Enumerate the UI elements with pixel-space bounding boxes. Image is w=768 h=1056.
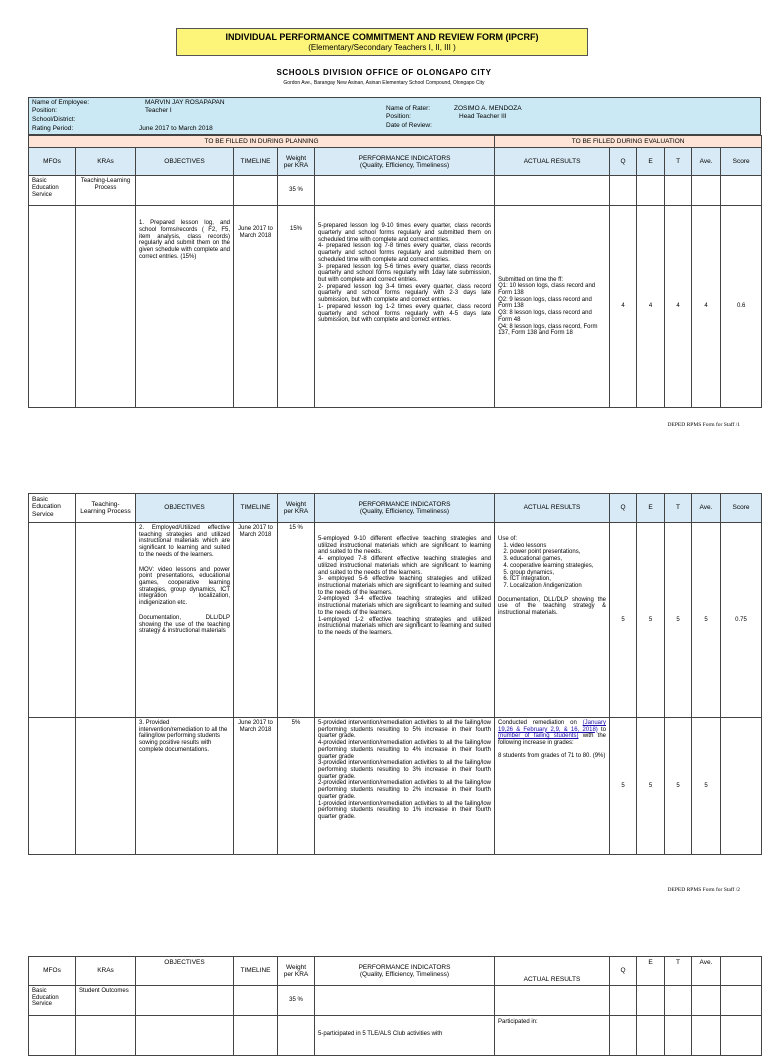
objective-cell: 3. Provided intervention/remediation to all the failing/low performing students sowing positive results with complete documentations. xyxy=(136,718,234,855)
kra-cell: Teaching-Learning Process xyxy=(76,494,136,523)
list-item: 5. group dynamics, xyxy=(510,570,606,577)
actual-results-cell: Use of: 1. video lessons 2. power point presentations, 3. educational games, 4. cooperative learning strategies, 5. group dynamics, 6. ICT integration, 7. Localization /indigenization Documentation, DLL/DLP showing the use of the teaching strategy & instructional materials. xyxy=(495,523,610,718)
e-rating: 5 xyxy=(637,718,665,855)
ipcrf-table-page3 xyxy=(28,956,762,1056)
score-value: 0.6 xyxy=(721,206,762,408)
objective-cell: 1. Prepared lesson log, and school forms/records ( F2, F5, item analysis, class records) regularly and submit them on the given schedule with complete and correct entries. (15%) xyxy=(136,206,234,408)
col-timeline: TIMELINE xyxy=(234,494,278,523)
office-address: Gordon Ave., Barangay New Asinan, Asinan Elementary School Compound, Olongapo City xyxy=(283,80,485,86)
planning-band: TO BE FILLED IN DURING PLANNING xyxy=(29,136,495,148)
col-score: Score xyxy=(721,148,762,176)
employee-name: MARVIN JAY ROSAPAPAN xyxy=(145,99,225,106)
timeline-cell: June 2017 to March 2018 xyxy=(234,523,278,718)
col-t: T xyxy=(665,494,692,523)
score-value: 0.75 xyxy=(721,523,762,718)
list-item: 1. video lessons xyxy=(510,543,606,550)
timeline-cell: June 2017 to March 2018 xyxy=(234,718,278,855)
form-title: INDIVIDUAL PERFORMANCE COMMITMENT AND REVIEW FORM (IPCRF) xyxy=(225,32,539,42)
col-weight: Weight per KRA xyxy=(278,148,315,176)
mfo-cell: Basic Education Service xyxy=(29,176,76,206)
list-item: 3. educational games, xyxy=(510,556,606,563)
t-rating: 5 xyxy=(665,523,692,718)
col-t: T xyxy=(665,957,692,986)
rater-name: ZOSIMO A. MENDOZA xyxy=(454,105,522,112)
remediation-dates-link[interactable]: (January 19,26 & February 2,9, & 16, 2018) xyxy=(498,720,606,733)
col-mfos: MFOs xyxy=(29,957,76,986)
rater-label: Name of Rater: xyxy=(386,105,431,112)
list-item: 6. ICT integration, xyxy=(510,576,606,583)
col-kras: KRAs xyxy=(76,148,136,176)
table-row xyxy=(29,986,762,1016)
page-footer: DEPED RPMS Form for Staff /2 xyxy=(667,887,740,893)
evaluation-band: TO BE FILLED DURING EVALUATION xyxy=(495,136,762,148)
indicators-cell: 5-participated in 5 TLE/ALS Club activities with xyxy=(315,1016,495,1056)
objective-cell: 2. Employed/Utilized effective teaching strategies and utilized instructional materials which are significant to learning and suited to the needs of the learners. MOV: video lessons and power point presentations, educational games, cooperative learning strategies, group dynamics, ICT integration localization, indigenization etc. Documentation, DLL/DLP showing the use of the teaching strategy & instructional materials xyxy=(136,523,234,718)
form-subtitle: (Elementary/Secondary Teachers I, II, III ) xyxy=(308,43,456,52)
col-actual-results: ACTUAL RESULTS xyxy=(495,957,610,986)
e-rating: 5 xyxy=(637,523,665,718)
weight-cell: 15 % xyxy=(278,523,315,718)
mfo-cell: Basic Education Service xyxy=(29,494,76,523)
indicators-cell: 5-employed 9-10 different effective teaching strategies and utilized instructional materials which are significant to learning and suited to the needs. 4- employed 7-8 different effective teaching strategies and utilized instructional materials which are significant to learning and suited to the needs of the learners. 3- employed 5-6 effective teaching strategies and utilized instructional materials which are significant to learning and suited to the needs of the learners. 2-employed 3-4 effective teaching strategies and utilized instructional materials which are significant to learning and suited to the needs of the learners. 1-employed 1-2 effective teaching strategies and utilized instructional materials which are significant to learning and suited to the needs of the learners. xyxy=(315,523,495,718)
kra-weight-cell: 35 % xyxy=(278,986,315,1016)
q-rating: 5 xyxy=(610,718,637,855)
indicators-cell: 5-prepared lesson log 9-10 times every quarter, class records quarterly and school forms regularly and submitted them on scheduled time with complete and correct entries. 4- prepared lesson log 7-8 times every quarter, class records quarterly and school forms regularly and submitted them on scheduled time with complete and correct entries. 3- prepared lesson log 5-6 times every quarter, class records quarterly and school forms regularly with 1day late submission, but with complete and correct entries. 2- prepared lesson log 3-4 times every quarter, class record quarterly and school forms regularly with 2-3 days late submission, but with complete and correct entries. 1- prepared lesson log 1-2 times every quarter, class record quarterly and school forms regularly with 4-5 days late submission, but with complete and correct entries. xyxy=(315,206,495,408)
t-rating: 5 xyxy=(665,718,692,855)
actual-results-list xyxy=(498,543,606,590)
col-timeline: TIMELINE xyxy=(234,148,278,176)
table-row xyxy=(29,523,762,718)
employee-label: Name of Employee: xyxy=(32,99,90,106)
weight-cell: 5% xyxy=(278,718,315,855)
col-e: E xyxy=(637,957,665,986)
col-weight: Weight per KRA xyxy=(278,957,315,986)
mfo-cell: Basic Education Service xyxy=(29,986,76,1016)
position-value: Teacher I xyxy=(145,107,172,114)
q-rating: 4 xyxy=(610,206,637,408)
actual-results-cell: Submitted on time the ff: Q1: 10 lesson logs, class record and Form 138 Q2: 9 lesson logs, class record and Form 138 Q3: 8 lesson logs, class record and Form 48 Q4: 8 lesson logs, class record, Form 137, Form 138 and Form 18 xyxy=(495,206,610,408)
col-q: Q xyxy=(610,148,637,176)
ave-rating: 5 xyxy=(692,718,721,855)
col-mfos: MFOs xyxy=(29,148,76,176)
col-e: E xyxy=(637,494,665,523)
col-ave: Ave. xyxy=(692,957,721,986)
page-footer: DEPED RPMS Form for Staff /1 xyxy=(667,422,740,428)
school-label: School/District: xyxy=(32,116,76,123)
col-actual-results: ACTUAL RESULTS xyxy=(495,148,610,176)
list-item: 4. cooperative learning strategies, xyxy=(510,563,606,570)
col-t: T xyxy=(665,148,692,176)
col-score: Score xyxy=(721,494,762,523)
failing-students-link[interactable]: (number of failing students) xyxy=(498,733,579,740)
ave-rating: 5 xyxy=(692,523,721,718)
table-row xyxy=(29,1016,762,1056)
col-performance-indicators: PERFORMANCE INDICATORS (Quality, Efficiency, Timeliness) xyxy=(315,494,495,523)
kra-weight-cell: 35 % xyxy=(278,176,315,206)
col-actual-results: ACTUAL RESULTS xyxy=(495,494,610,523)
period-value: June 2017 to March 2018 xyxy=(139,125,213,132)
period-label: Rating Period: xyxy=(32,125,74,132)
table-row xyxy=(29,206,762,408)
weight-cell: 15% xyxy=(278,206,315,408)
t-rating: 4 xyxy=(665,206,692,408)
col-e: E xyxy=(637,148,665,176)
col-objectives: OBJECTIVES xyxy=(136,494,234,523)
actual-results-cell: Conducted remediation on (January 19,26 & February 2,9, & 16, 2018) to (number of failing students) with the following increase in grades: 8 students from grades of 71 to 80. (9%) xyxy=(495,718,610,855)
kra-cell: Teaching-Learning Process xyxy=(76,176,136,206)
col-performance-indicators: PERFORMANCE INDICATORS (Quality, Efficiency, Timeliness) xyxy=(315,957,495,986)
list-item: 2. power point presentations, xyxy=(510,549,606,556)
rater-position-value: Head Teacher III xyxy=(459,113,507,120)
table-row xyxy=(29,718,762,855)
e-rating: 4 xyxy=(637,206,665,408)
col-objectives: OBJECTIVES xyxy=(136,957,234,986)
ave-rating: 4 xyxy=(692,206,721,408)
position-label: Position: xyxy=(32,107,57,114)
q-rating: 5 xyxy=(610,523,637,718)
col-objectives: OBJECTIVES xyxy=(136,148,234,176)
list-item: 7. Localization /indigenization xyxy=(510,583,606,590)
col-timeline: TIMELINE xyxy=(234,957,278,986)
col-weight: Weight per KRA xyxy=(278,494,315,523)
rater-position-label: Position: xyxy=(386,113,411,120)
col-ave: Ave. xyxy=(692,494,721,523)
table-row xyxy=(29,176,762,206)
col-q: Q xyxy=(610,957,637,986)
indicators-cell: 5-provided intervention/remediation activities to all the failing/low performing students resulting to 5% increase in their fourth quarter grade. 4-provided intervention/remediation activities to all the failing/low performing students resulting to 4% increase in their fourth quarter grade 3-provided intervention/remediation activities to all the failing/low performing students resulting to 3% increase in their fourth quarter grade. 2-provided intervention/remediation activities to all the failing/low performing students resulting to 2% increase in their fourth quarter grade. 1-provided intervention/remediation activities to all the failing/low performing students resulting to 1% increase in their fourth quarter grade. xyxy=(315,718,495,855)
ipcrf-table-page2 xyxy=(28,493,762,855)
col-q: Q xyxy=(610,494,637,523)
ipcrf-table-page1 xyxy=(28,135,762,408)
actual-results-cell: Participated in: xyxy=(495,1016,610,1056)
form-title-box xyxy=(176,28,588,56)
col-kras: KRAs xyxy=(76,957,136,986)
timeline-cell: June 2017 to March 2018 xyxy=(234,206,278,408)
col-performance-indicators: PERFORMANCE INDICATORS (Quality, Efficiency, Timeliness) xyxy=(315,148,495,176)
office-name: SCHOOLS DIVISION OFFICE OF OLONGAPO CITY xyxy=(276,68,492,77)
kra-cell: Student Outcomes xyxy=(76,986,136,1016)
col-ave: Ave. xyxy=(692,148,721,176)
review-date-label: Date of Review: xyxy=(386,122,432,129)
employee-info-box xyxy=(28,97,761,135)
